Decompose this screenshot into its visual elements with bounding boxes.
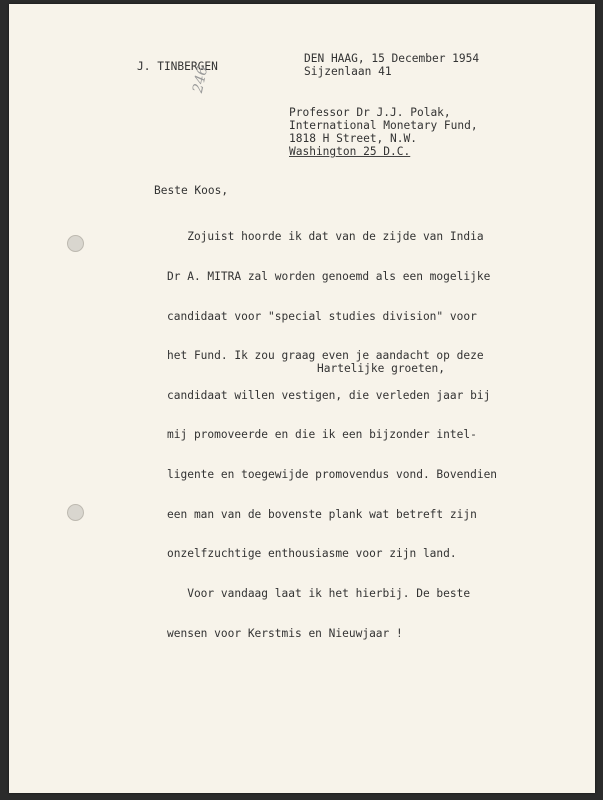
recipient-line: Washington 25 D.C.	[289, 145, 411, 158]
punch-hole-top	[67, 235, 84, 252]
recipient-line: 1818 H Street, N.W.	[289, 132, 417, 145]
sender-name: J. TINBERGEN	[137, 60, 218, 73]
letter-page	[9, 4, 595, 793]
closing: Hartelijke groeten,	[317, 362, 445, 375]
letter-body	[167, 204, 497, 666]
body-line: Voor vandaag laat ik het hierbij. De beste	[167, 586, 471, 600]
recipient-line: Professor Dr J.J. Polak,	[289, 106, 451, 119]
archive-pencil-mark: 246	[190, 64, 212, 95]
salutation: Beste Koos,	[154, 184, 229, 197]
body-line: wensen voor Kerstmis en Nieuwjaar !	[167, 626, 403, 640]
body-line: onzelfzuchtige enthousiasme voor zijn land.	[167, 547, 457, 561]
body-line: mij promoveerde en die ik een bijzonder intel-	[167, 428, 477, 442]
sender-street: Sijzenlaan 41	[304, 65, 392, 78]
recipient-line: International Monetary Fund,	[289, 119, 478, 132]
punch-hole-bottom	[67, 504, 84, 521]
body-line: candidaat willen vestigen, die verleden jaar bij	[167, 388, 491, 402]
body-line: Zojuist hoorde ik dat van de zijde van India	[167, 230, 484, 244]
body-line: ligente en toegewijde promovendus vond. Bovendien	[167, 468, 498, 482]
place-date: DEN HAAG, 15 December 1954	[304, 52, 480, 65]
body-line: Dr A. MITRA zal worden genoemd als een mogelijke	[167, 270, 491, 284]
body-line: candidaat voor "special studies division" voor	[167, 309, 477, 323]
body-line: een man van de bovenste plank wat betreft zijn	[167, 507, 477, 521]
body-line: het Fund. Ik zou graag even je aandacht op deze	[167, 349, 484, 363]
